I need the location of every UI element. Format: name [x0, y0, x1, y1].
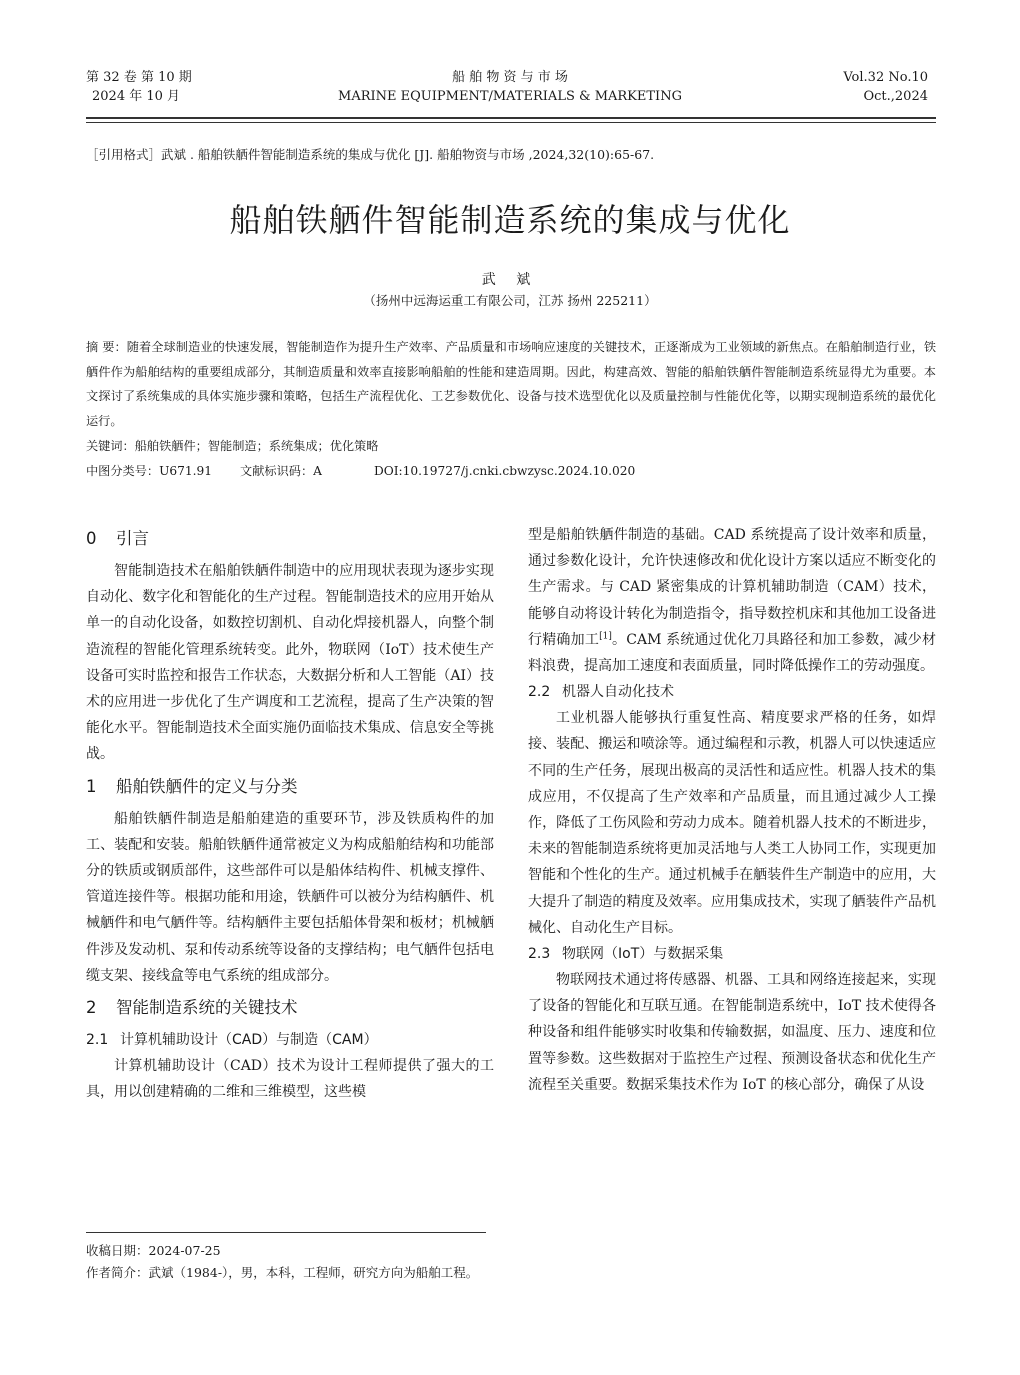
paragraph-text: 。CAM 系统通过优化刀具路径和加工参数，减少材料浪费，提高加工速度和表面质量，同时降低操作工的劳动强度。 [528, 631, 937, 675]
paragraph: 船舶铁舾件制造是船舶建造的重要环节，涉及铁质构件的加工、装配和安装。船舶铁舾件通常被定义为构成船舶结构和功能部分的铁质或钢质部件，这些部件可以是船体结构件、机械支撑件、管道连接件等。根据功能和用途，铁舾件可以被分为结构舾件、机械舾件和电气舾件等。结构舾件主要包括船体骨架和板材；机械舾件涉及发动机、泵和传动系统等设备的支撑结构；电气舾件包括电缆支架、接线盒等电气系统的组成部分。 [86, 810, 494, 984]
subsection-title: 机器人自动化技术 [562, 684, 674, 701]
author-name: 武 斌 [481, 272, 539, 288]
paragraph: 智能制造技术在船舶铁舾件制造中的应用现状表现为逐步实现自动化、数字化和智能化的生产过程。智能制造技术的应用开始从单一的自动化设备，如数控切割机、自动化焊接机器人，向整个制造流程的智能化管理系统转变。此外，物联网（IoT）技术使生产设备可实时监控和报告工作状态，大数据分析和人工智能（AI）技术的应用进一步优化了生产调度和工艺流程，提高了生产决策的智能化水平。智能制造技术全面实施仍面临技术集成、信息安全等挑战。 [86, 563, 494, 763]
volume-issue: 第 32 卷 第 10 期 [86, 70, 192, 85]
section-title: 智能制造系统的关键技术 [116, 998, 298, 1018]
abstract [86, 335, 936, 434]
doc-code-value: A [313, 464, 322, 478]
issue-date: 2024 年 10 月 [92, 89, 181, 104]
body-column-left [86, 522, 494, 1105]
subsection-number: 2.2 [528, 684, 551, 701]
paragraph: 物联网技术通过将传感器、机器、工具和网络连接起来，实现了设备的智能化和互联互通。在智能制造系统中，IoT 技术使得各种设备和组件能够实时收集和传输数据，如温度、压力、速度和位置等参数。这些数据对于监控生产过程、预测设备状态和优化生产流程至关重要。数据采集技术作为 IoT 的核心部分，确保了从设 [528, 972, 936, 1093]
section-heading-1 [86, 774, 494, 800]
body-column-right [528, 522, 936, 1098]
reference-marker: [1] [599, 631, 612, 642]
section-title: 引言 [116, 529, 149, 548]
clc-value: U671.91 [159, 464, 213, 478]
subsection-heading-2-3 [528, 941, 936, 967]
subsection-title: 计算机辅助设计（CAD）与制造（CAM） [120, 1032, 378, 1049]
clc-label: 中图分类号： [86, 464, 160, 478]
received-value: 2024-07-25 [148, 1243, 221, 1258]
paper-title: 船舶铁舾件智能制造系统的集成与优化 [229, 201, 791, 239]
subsection-number: 2.1 [86, 1032, 109, 1049]
journal-name-en: MARINE EQUIPMENT/MATERIALS & MARKETING [338, 89, 682, 104]
subsection-number: 2.3 [528, 946, 551, 963]
subsection-heading-2-1 [86, 1027, 494, 1053]
volume-issue-en: Vol.32 No.10 [843, 70, 928, 85]
paragraph-text: 型是船舶铁舾件制造的基础。CAD 系统提高了设计效率和质量，通过参数化设计，允许快速修改和优化设计方案以适应不断变化的生产需求。与 CAD 紧密集成的计算机辅助制造（CAM）技术，能够自动将设计转化为制造指令，指导数控机床和其他加工设备进行精确加工 [528, 527, 936, 648]
citation-label: ［引用格式］ [86, 147, 162, 162]
author-affiliation: （扬州中远海运重工有限公司，江苏 扬州 225211） [363, 293, 657, 308]
classification-meta [86, 461, 936, 481]
bio-value: 武斌（1984-），男，本科，工程师，研究方向为船舶工程。 [148, 1265, 479, 1280]
bio-label: 作者简介： [86, 1265, 149, 1280]
doc-code-label: 文献标识码： [240, 464, 314, 478]
keywords-text: 船舶铁舾件；智能制造；系统集成；优化策略 [134, 439, 379, 453]
subsection-title: 物联网（IoT）与数据采集 [562, 946, 724, 963]
header-rule-thin [86, 122, 936, 123]
received-label: 收稿日期： [86, 1243, 149, 1258]
section-heading-0 [86, 526, 494, 552]
paragraph: 工业机器人能够执行重复性高、精度要求严格的任务，如焊接、装配、搬运和喷涂等。通过编程和示教，机器人可以快速适应不同的生产任务，展现出极高的灵活性和适应性。机器人技术的集成应用，不仅提高了生产效率和产品质量，而且通过减少人工操作，降低了工伤风险和劳动力成本。随着机器人技术的不断进步，未来的智能制造系统将更加灵活地与人类工人协同工作，实现更加智能和个性化的生产。通过机械手在舾装件生产制造中的应用，大大提升了制造的精度及效率。应用集成技术，实现了舾装件产品机械化、自动化生产目标。 [528, 710, 936, 936]
journal-issue-info-en [843, 68, 928, 106]
journal-name-cn: 船 舶 物 资 与 市 场 [452, 70, 568, 85]
section-number: 0 [86, 529, 97, 548]
section-heading-2 [86, 995, 494, 1021]
paragraph: 计算机辅助设计（CAD）技术为设计工程师提供了强大的工具，用以创建精确的二维和三维模型，这些模 [86, 1058, 494, 1101]
paragraph-continued [528, 522, 936, 679]
abstract-label: 摘 要： [86, 340, 127, 354]
section-number: 2 [86, 998, 97, 1018]
section-number: 1 [86, 776, 97, 796]
abstract-text: 随着全球制造业的快速发展，智能制造作为提升生产效率、产品质量和市场响应速度的关键技术，正逐渐成为工业领域的新焦点。在船舶制造行业，铁舾件作为船舶结构的重要组成部分，其制造质量和效率直接影响船舶的性能和建造周期。因此，构建高效、智能的船舶铁舾件智能制造系统显得尤为重要。本文探讨了系统集成的具体实施步骤和策略，包括生产流程优化、工艺参数优化、设备与技术选型优化以及质量控制与性能优化等，以期实现制造系统的最优化运行。 [86, 340, 937, 429]
citation-text: 武斌 . 船舶铁舾件智能制造系统的集成与优化 [J]. 船舶物资与市场 ,2024,32(10):65-67. [161, 147, 655, 162]
issue-date-en: Oct.,2024 [863, 89, 928, 104]
footnote-rule [86, 1232, 486, 1233]
received-date [86, 1241, 936, 1261]
author-bio [86, 1263, 936, 1283]
keywords [86, 436, 936, 456]
subsection-heading-2-2 [528, 679, 936, 705]
keywords-label: 关键词： [86, 439, 135, 453]
header-rule-thick [86, 117, 936, 119]
doi: DOI:10.19727/j.cnki.cbwzysc.2024.10.020 [373, 464, 636, 478]
section-title: 船舶铁舾件的定义与分类 [116, 776, 298, 796]
citation-format [86, 146, 936, 164]
